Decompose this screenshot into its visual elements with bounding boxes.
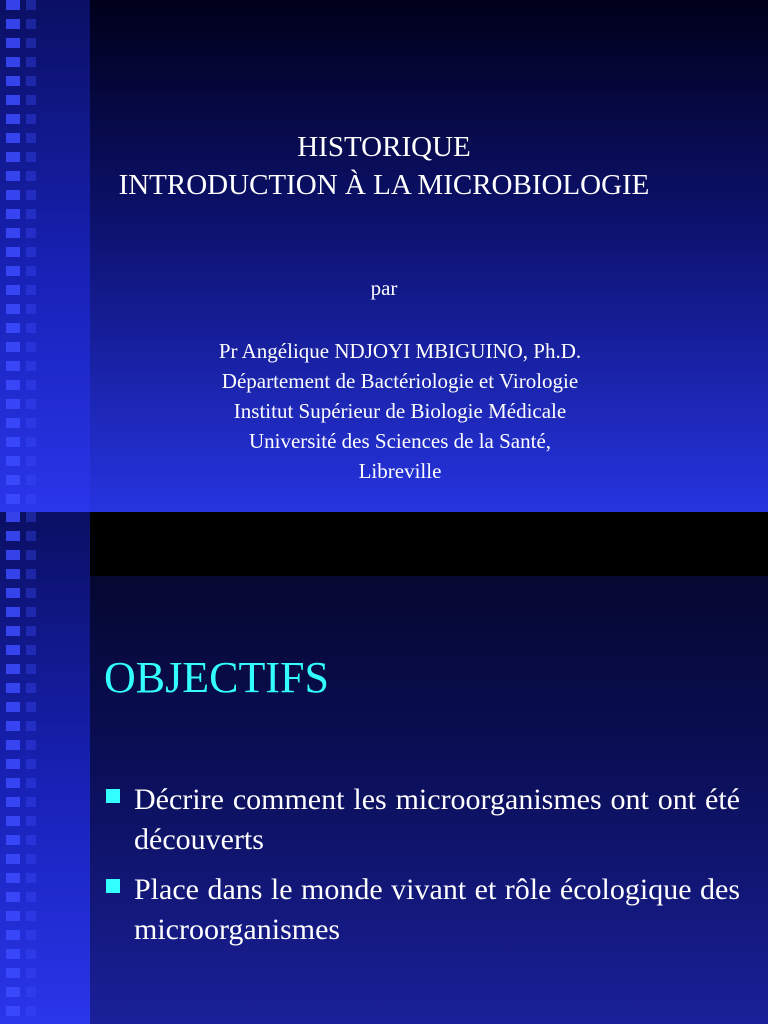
title-line-2: INTRODUCTION À LA MICROBIOLOGIE (118, 169, 650, 201)
list-item-text: Place dans le monde vivant et rôle écologique des microorganismes (134, 873, 740, 946)
stripe-squares-2 (6, 512, 20, 1024)
author-block (0, 336, 768, 486)
title-line-1: HISTORIQUE (297, 131, 471, 163)
author-name: Pr Angélique NDJOYI MBIGUINO, Ph.D. (218, 339, 582, 363)
objectives-list (104, 780, 740, 960)
slide-separator (90, 512, 768, 576)
stripe-squares-secondary-2 (26, 512, 36, 1024)
author-university: Université des Sciences de la Santé, (248, 429, 552, 453)
list-item (104, 780, 740, 860)
left-decorative-stripe-2 (0, 512, 90, 1024)
square-bullet-icon (106, 879, 120, 893)
list-item (104, 870, 740, 950)
slide-title-block (0, 128, 768, 204)
list-item-text: Décrire comment les microorganismes ont ont été découverts (134, 783, 740, 856)
objectives-heading: OBJECTIFS (104, 653, 329, 702)
author-department: Département de Bactériologie et Virologie (221, 369, 579, 393)
author-institute: Institut Supérieur de Biologie Médicale (233, 399, 567, 423)
by-label: par (370, 276, 398, 300)
slide-objectives (0, 512, 768, 1024)
author-city: Libreville (358, 459, 442, 483)
square-bullet-icon (106, 789, 120, 803)
